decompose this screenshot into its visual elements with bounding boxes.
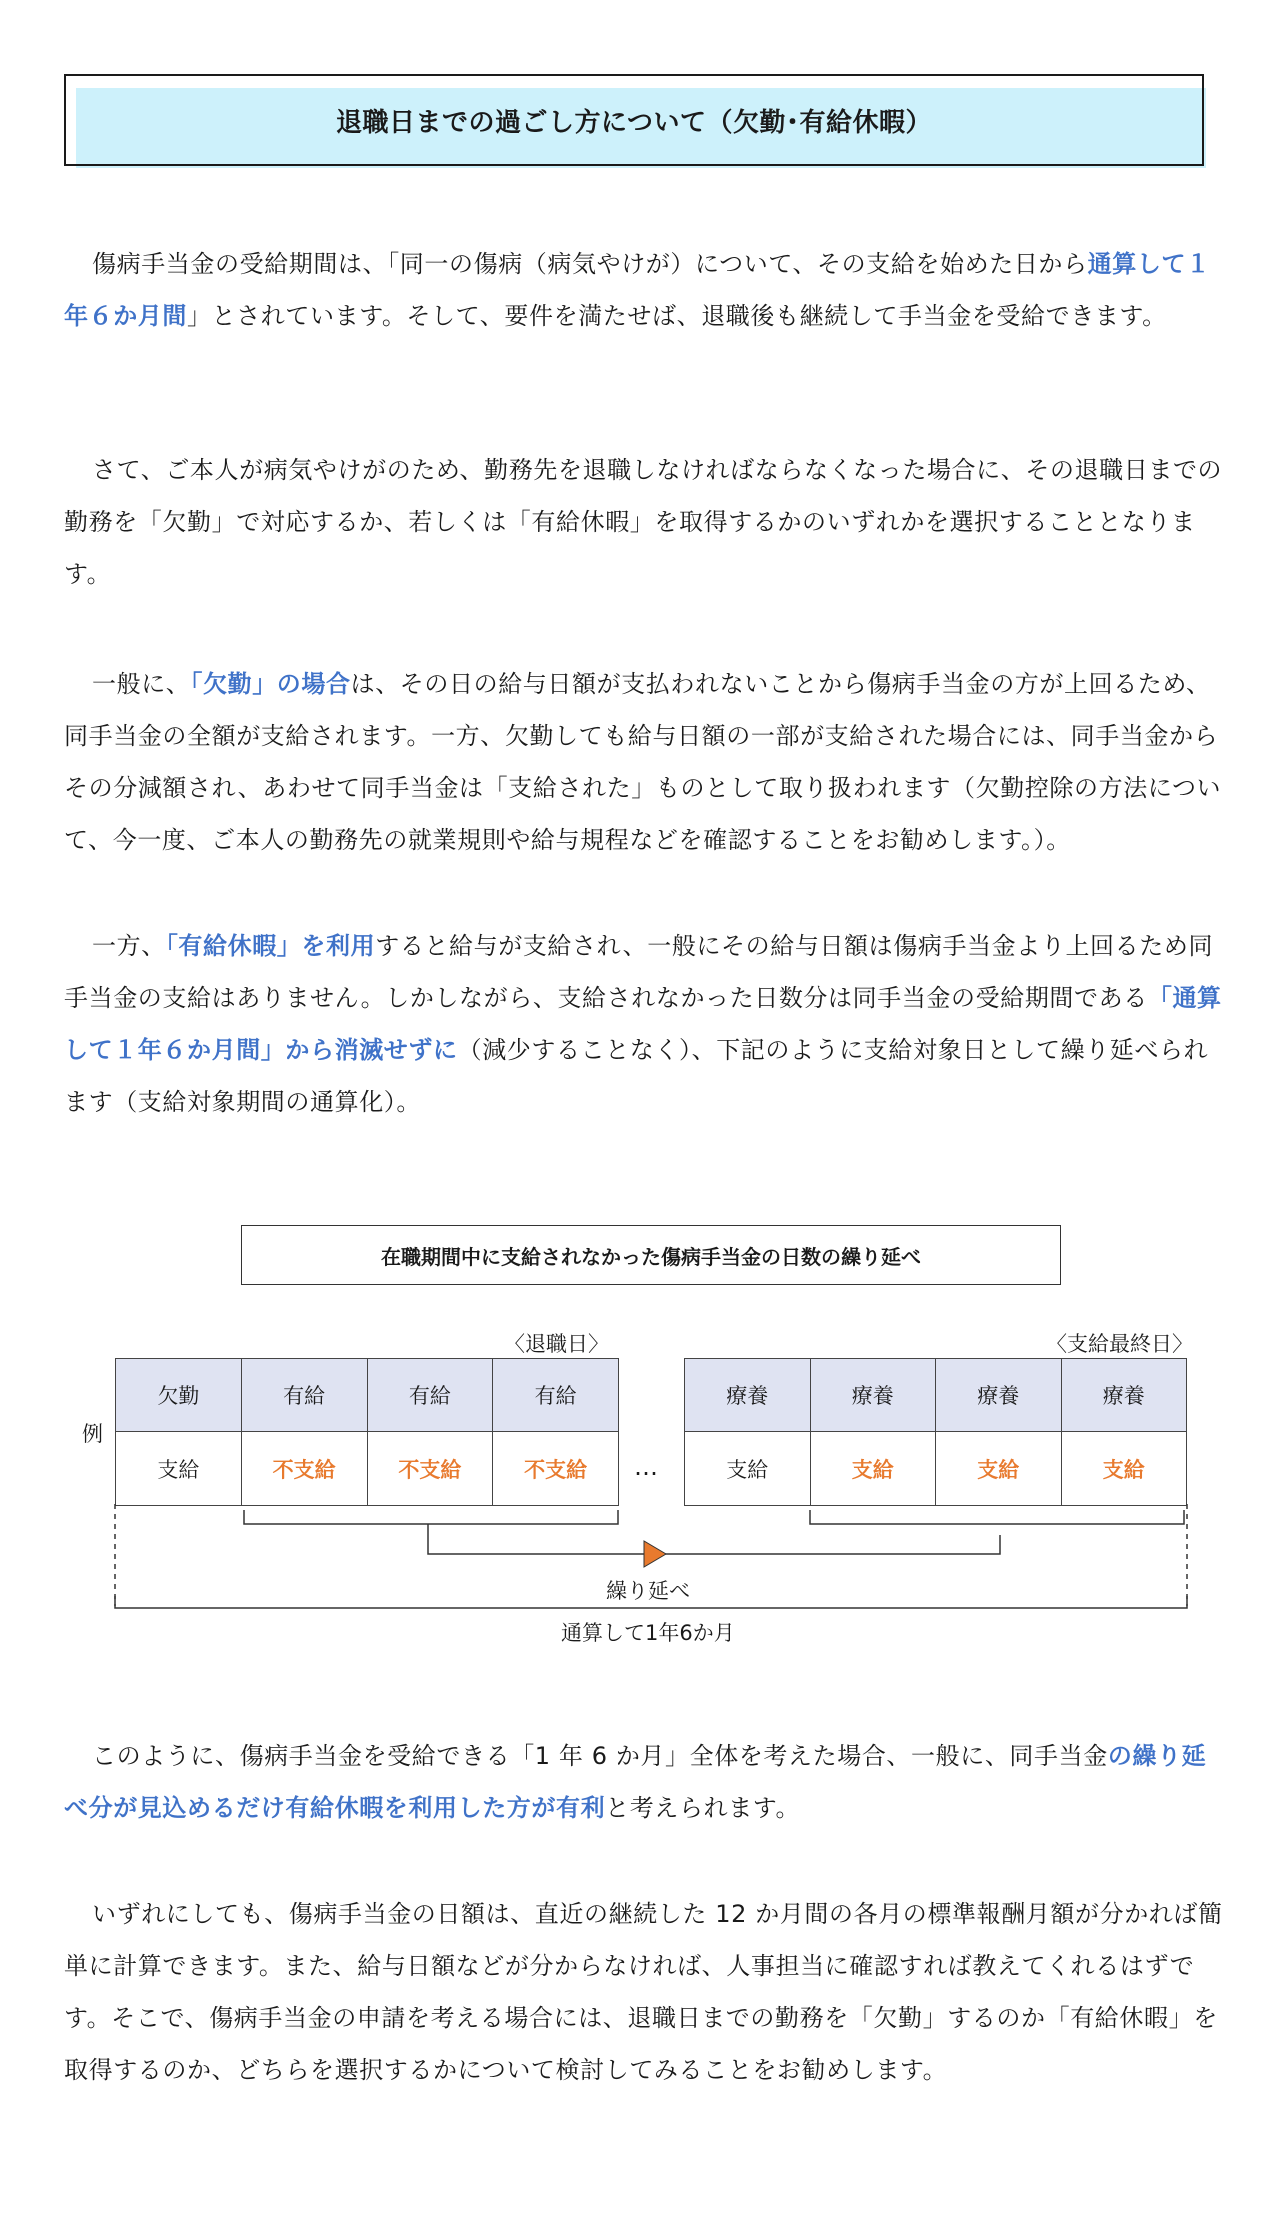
final-payment-date-label: 〈支給最終日〉 xyxy=(1046,1332,1193,1356)
left-top-cell: 有給 xyxy=(493,1359,619,1432)
paragraph-3: 一般に、「欠勤」の場合は、その日の給与日額が支払われないことから傷病手当金の方が上回るため、同手当金の全額が支給されます。一方、欠勤しても給与日額の一部が支給された場合には、同手当金からその分減額され、あわせて同手当金は「支給された」ものとして取り扱われます（欠勤控除の方法について、今一度、ご本人の勤務先の就業規則や給与規程などを確認することをお勧めします。）。 xyxy=(64,670,1222,854)
highlight-2: 「欠勤」の場合 xyxy=(190,670,351,698)
diagram-title: 在職期間中に支給されなかった傷病手当金の日数の繰り延べ xyxy=(241,1225,1061,1285)
defer-label: 繰り延べ xyxy=(606,1579,690,1603)
highlight-5: の繰り延べ分が見込めるだけ有給休暇を利用した方が有利 xyxy=(64,1742,1207,1822)
right-bottom-cell: 支給 xyxy=(1061,1432,1187,1506)
deferred-days-bracket xyxy=(810,1510,1184,1524)
highlight-4: 「通算して１年６か月間」から消滅せずに xyxy=(64,984,1222,1064)
left-top-cell: 有給 xyxy=(241,1359,367,1432)
deferral-arrow-line xyxy=(428,1524,1000,1554)
right-bottom-cell: 支給 xyxy=(685,1432,811,1506)
example-label: 例 xyxy=(82,1422,103,1446)
right-top-cell: 療養 xyxy=(936,1359,1062,1432)
paragraph-2: さて、ご本人が病気やけがのため、勤務先を退職しなければならなくなった場合に、その退職日までの勤務を「欠勤」で対応するか、若しくは「有給休暇」を取得するかのいずれかを選択することとなります。 xyxy=(64,456,1223,588)
paragraph-1: 傷病手当金の受給期間は、「同一の傷病（病気やけが）について、その支給を始めた日から通算して１年６か月間」とされています。そして、要件を満たせば、退職後も継続して手当金を受給できます。 xyxy=(64,250,1211,330)
right-table xyxy=(684,1358,1187,1506)
right-top-cell: 療養 xyxy=(685,1359,811,1432)
left-top-cell: 欠勤 xyxy=(116,1359,242,1432)
left-bottom-cell: 不支給 xyxy=(241,1432,367,1506)
highlight-3: 「有給休暇」を利用 xyxy=(165,932,376,960)
retirement-date-label: 〈退職日〉 xyxy=(504,1332,609,1356)
paragraph-6: いずれにしても、傷病手当金の日額は、直近の継続した 12 か月間の各月の標準報酬月額が分かれば簡単に計算できます。また、給与日額などが分からなければ、人事担当に確認すれば教えてくれるはずです。そこで、傷病手当金の申請を考える場合には、退職日までの勤務を「欠勤」するのか「有給休暇」を取得するのか、どちらを選択するかについて検討してみることをお勧めします。 xyxy=(64,1900,1223,2084)
right-bottom-cell: 支給 xyxy=(936,1432,1062,1506)
left-table xyxy=(115,1358,619,1506)
left-bottom-cell: 不支給 xyxy=(493,1432,619,1506)
page-title: 退職日までの過ごし方について（欠勤･有給休暇） xyxy=(64,74,1204,166)
deferral-arrow-head xyxy=(644,1541,666,1567)
right-bottom-cell: 支給 xyxy=(810,1432,936,1506)
paragraph-4: 一方、「有給休暇」を利用すると給与が支給され、一般にその給与日額は傷病手当金より上回るため同手当金の支給はありません。しかしながら、支給されなかった日数分は同手当金の受給期間である「通算して１年６か月間」から消滅せずに（減少することなく）、下記のように支給対象日として繰り延べられます（支給対象期間の通算化）。 xyxy=(64,932,1222,1116)
left-bottom-cell: 不支給 xyxy=(367,1432,493,1506)
highlight-1: 通算して１年６か月間 xyxy=(64,250,1211,330)
right-top-cell: 療養 xyxy=(810,1359,936,1432)
unpaid-days-bracket xyxy=(244,1510,618,1524)
title-banner xyxy=(64,74,1206,168)
left-top-cell: 有給 xyxy=(367,1359,493,1432)
paragraph-5: このように、傷病手当金を受給できる「1 年 6 か月」全体を考えた場合、一般に、同手当金の繰り延べ分が見込めるだけ有給休暇を利用した方が有利と考えられます。 xyxy=(64,1742,1207,1822)
left-bottom-cell: 支給 xyxy=(116,1432,242,1506)
right-top-cell: 療養 xyxy=(1061,1359,1187,1432)
total-period-label: 通算して1年6か月 xyxy=(561,1621,735,1645)
ellipsis: … xyxy=(634,1453,658,1481)
